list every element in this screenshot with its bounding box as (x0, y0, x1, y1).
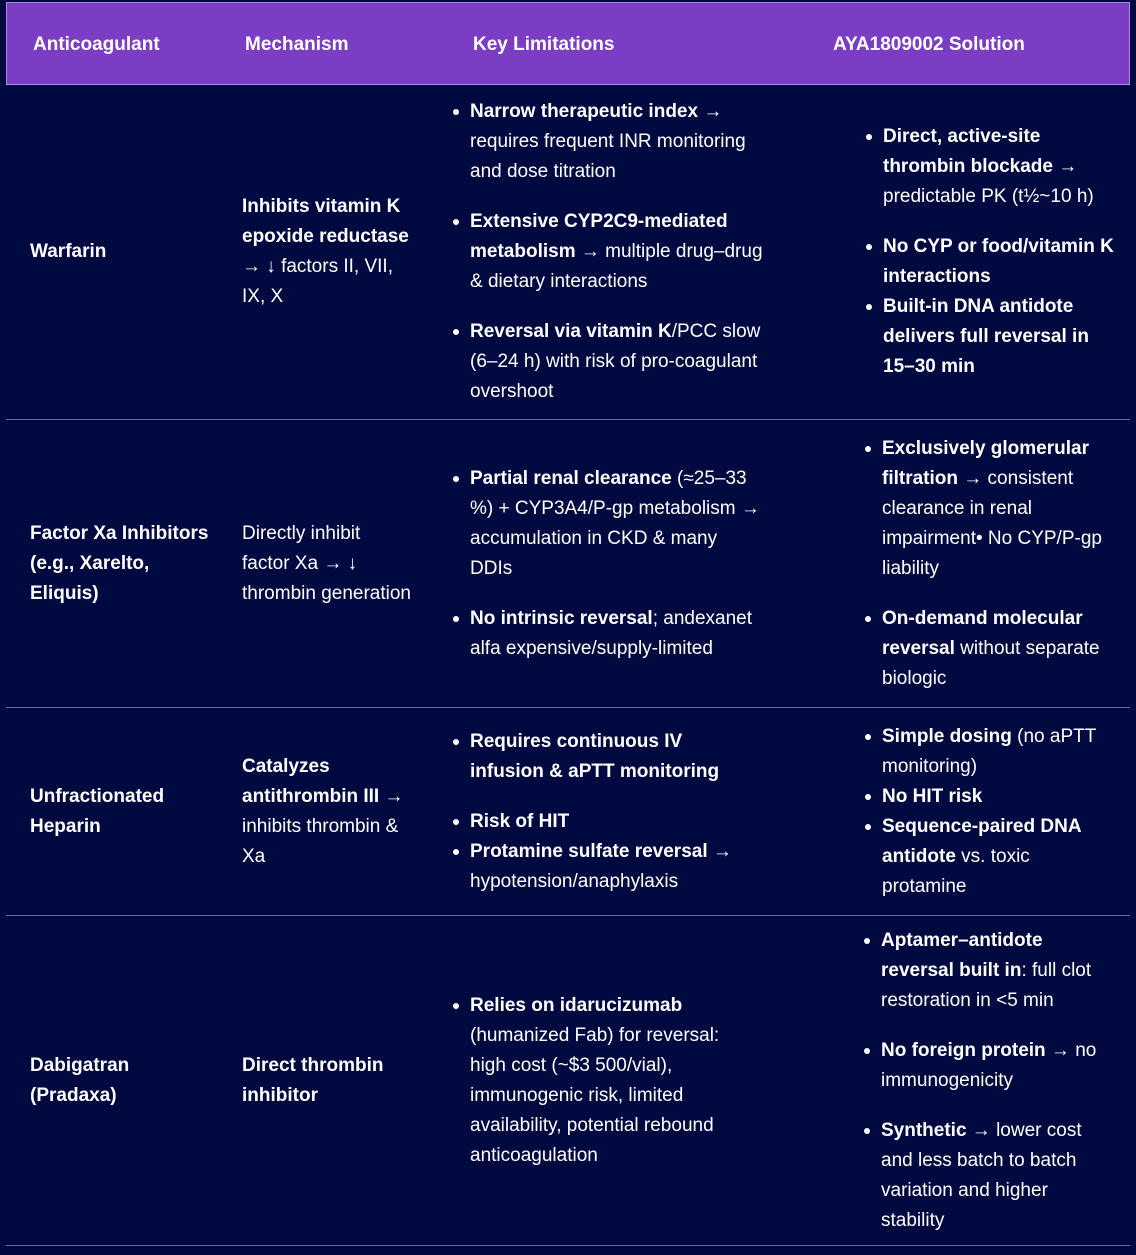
list-item (470, 807, 760, 837)
item-bold: Simple dosing (882, 725, 1012, 747)
list-item (470, 97, 770, 187)
item-bold: On-demand molecular reversal (882, 607, 1083, 659)
item-text: → consistent clearance in renal impairment• No CYP/P-gp liability (882, 467, 1102, 579)
list-item (882, 782, 1114, 812)
anticoagulant-cell (30, 85, 220, 419)
list-item (470, 464, 760, 584)
item-bold: Sequence-paired DNA antidote (882, 815, 1081, 867)
list-item (882, 722, 1114, 782)
anticoagulant-cell (30, 420, 220, 707)
mechanism-bold: Inhibits vitamin K epoxide reductase → ↓ (242, 196, 409, 277)
item-bold: No foreign protein → (881, 1039, 1076, 1061)
list-item (883, 232, 1115, 292)
list-item (882, 604, 1114, 694)
list-item (470, 727, 760, 787)
list-item (470, 991, 760, 1171)
list-item (881, 926, 1113, 1016)
list-item (470, 317, 770, 407)
item-bold: No HIT risk (882, 785, 983, 807)
solution-list (882, 434, 1114, 694)
table-row (6, 420, 1130, 708)
item-text: without separate biologic (882, 637, 1100, 689)
item-text: no immunogenicity (881, 1039, 1097, 1091)
header-key-limitations: Key Limitations (473, 34, 615, 55)
solution-cell (882, 420, 1114, 707)
limitations-list (470, 727, 760, 897)
item-bold: Extensive CYP2C9-mediated metabolism (470, 211, 728, 262)
list-item (470, 207, 770, 297)
mechanism-normal: → inhibits thrombin & Xa (242, 785, 404, 867)
item-text: requires frequent INR monitoring and dose titration (470, 131, 746, 182)
item-text: vs. toxic protamine (882, 845, 1030, 897)
item-bold: Aptamer–antidote reversal built in (881, 929, 1043, 981)
item-bold: Built-in DNA antidote delivers full reversal in 15–30 min (883, 296, 1089, 377)
item-bold: Direct, active-site thrombin blockade → (883, 126, 1078, 177)
solution-list (882, 722, 1114, 902)
item-bold: Requires continuous IV infusion & aPTT monitoring (470, 730, 720, 782)
anticoagulant-cell (30, 708, 220, 915)
limitations-list (470, 97, 770, 407)
limitations-cell (470, 916, 760, 1245)
mechanism-bold: Catalyzes antithrombin III (242, 755, 380, 807)
mechanism-bold: Direct thrombin inhibitor (242, 1054, 384, 1106)
table-row (6, 708, 1130, 916)
mechanism-text (242, 752, 412, 872)
solution-cell (882, 708, 1114, 915)
list-item (470, 837, 760, 897)
item-bold: Relies on idarucizumab (470, 994, 683, 1016)
comparison-table (6, 2, 1130, 1246)
list-item (881, 1036, 1113, 1096)
list-item (470, 604, 760, 664)
solution-list (881, 926, 1113, 1236)
anticoagulant-name: Factor Xa Inhibitors (e.g., Xarelto, Eliquis) (30, 522, 209, 604)
limitations-list (470, 464, 760, 664)
list-item (882, 812, 1114, 902)
header-solution: AYA1809002 Solution (833, 34, 1025, 55)
table-row (6, 916, 1130, 1246)
mechanism-cell (242, 708, 412, 915)
item-bold: Protamine sulfate reversal → (470, 840, 732, 862)
mechanism-text: Directly inhibit factor Xa → ↓ thrombin generation (242, 522, 411, 604)
table-row (6, 85, 1130, 420)
solution-cell (883, 85, 1115, 419)
anticoagulant-name: Unfractionated Heparin (30, 785, 165, 837)
anticoagulant-name: Dabigatran (Pradaxa) (30, 1054, 130, 1106)
item-text: ; andexanet alfa expensive/supply-limited (470, 607, 753, 659)
list-item (881, 1116, 1113, 1236)
mechanism-text (242, 192, 412, 312)
solution-cell (881, 916, 1113, 1245)
item-text: → multiple drug–drug & dietary interactions (470, 241, 763, 292)
header-mechanism: Mechanism (245, 34, 349, 55)
item-bold: Partial renal clearance (470, 467, 672, 489)
mechanism-cell (242, 420, 412, 707)
item-text: (≈25–33 %) + CYP3A4/P-gp metabolism → accumulation in CKD & many DDIs (470, 467, 760, 579)
limitations-cell (470, 85, 770, 419)
item-text: (no aPTT monitoring) (882, 725, 1096, 777)
limitations-list (470, 991, 760, 1171)
limitations-cell (470, 708, 760, 915)
item-bold: Reversal via vitamin K (470, 321, 672, 342)
mechanism-normal: factors II, VII, IX, X (242, 256, 393, 307)
header-anticoagulant: Anticoagulant (33, 34, 160, 55)
item-text: : full clot restoration in <5 min (881, 959, 1092, 1011)
item-bold: Narrow therapeutic index → (470, 101, 723, 122)
item-text: predictable PK (t½~10 h) (883, 186, 1094, 207)
list-item (883, 122, 1115, 212)
item-bold: No intrinsic reversal (470, 607, 653, 629)
limitations-cell (470, 420, 760, 707)
table-header (6, 2, 1130, 85)
item-text: (humanized Fab) for reversal: high cost (~$3 500/vial), immunogenic risk, limited availability, potential rebound anticoagulation (470, 1024, 720, 1166)
item-text: /PCC slow (6–24 h) with risk of pro-coagulant overshoot (470, 321, 761, 402)
item-bold: Risk of HIT (470, 810, 570, 832)
mechanism-cell (242, 85, 412, 419)
list-item (883, 292, 1115, 382)
item-bold: No CYP or food/vitamin K interactions (883, 236, 1114, 287)
item-text: → lower cost and less batch to batch variation and higher stability (881, 1119, 1082, 1231)
list-item (882, 434, 1114, 584)
solution-list (883, 122, 1115, 382)
item-bold: Synthetic (881, 1119, 967, 1141)
item-bold: Exclusively glomerular filtration (882, 437, 1089, 489)
anticoagulant-cell (30, 916, 220, 1245)
anticoagulant-name: Warfarin (30, 241, 107, 262)
mechanism-text (242, 1051, 422, 1111)
mechanism-cell (242, 916, 422, 1245)
item-text: hypotension/anaphylaxis (470, 870, 679, 892)
